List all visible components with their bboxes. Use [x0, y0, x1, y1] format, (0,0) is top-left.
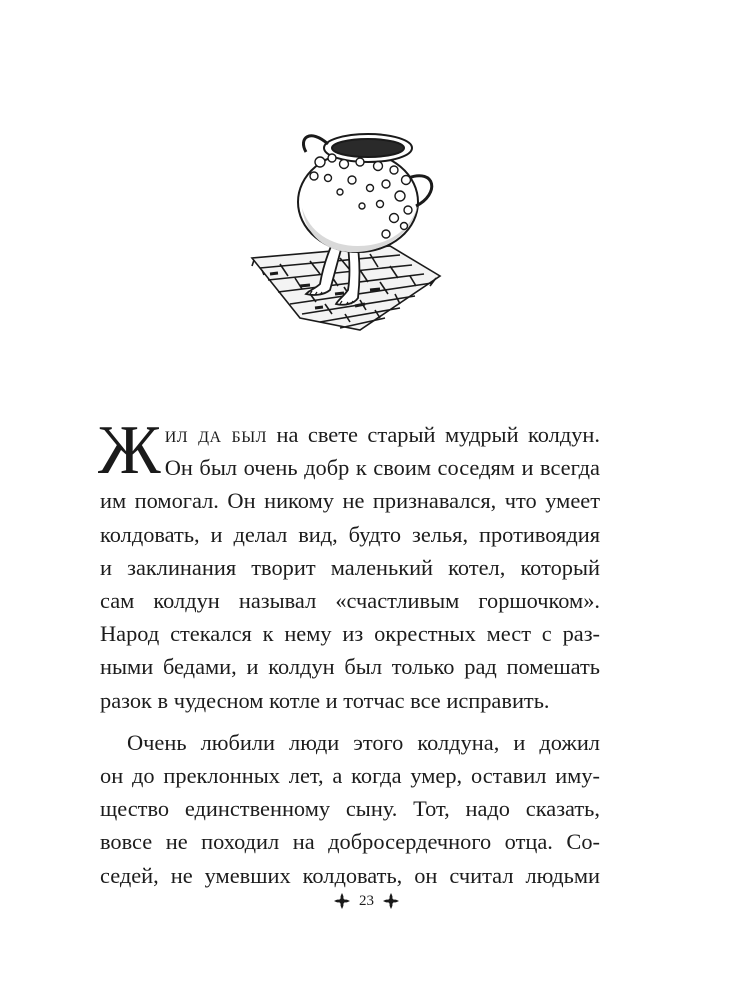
text-line: седей, не умевших колдовать, он считал людьми [100, 862, 600, 888]
text-line: и заклинания творит маленький котел, который [100, 554, 600, 580]
walking-cauldron-illustration [240, 118, 490, 343]
page-footer [0, 892, 733, 910]
drop-cap: Ж [98, 412, 161, 489]
text-line: разок в чудесном котле и тотчас все исправить. [100, 687, 550, 713]
first-line-lead: ил да был [164, 422, 268, 447]
text-line: Очень любили люди этого колдуна, и дожил [127, 729, 600, 755]
first-line-tail: на свете старый мудрый колдун. [267, 422, 601, 447]
text-line: вовсе не походил на добросердечного отца. Со- [100, 829, 600, 855]
floral-ornament-icon [382, 892, 400, 910]
paragraph-1 [98, 412, 601, 717]
brick-floor [252, 246, 440, 330]
cauldron-body [298, 134, 432, 252]
text-line: он до преклонных лет, а когда умер, оставил иму- [100, 763, 600, 789]
text-line: щество единственному сыну. Тот, надо сказать, [100, 796, 600, 822]
text-line: Он был очень добр к своим соседям и всегда [164, 455, 600, 481]
text-line: сам колдун называл «счастливым горшочком». [100, 588, 600, 614]
text-line: колдовать, и делал вид, будто зелья, противоядия [100, 521, 600, 547]
floral-ornament-icon [333, 892, 351, 910]
story-text [98, 412, 601, 892]
text-line: ными бедами, и колдун был только рад помешать [100, 654, 600, 680]
text-line: Народ стекался к нему из окрестных мест с раз- [100, 621, 600, 647]
paragraph-2 [100, 726, 600, 892]
text-line: им помогал. Он никому не признавался, что умеет [100, 488, 600, 514]
page-number: 23 [359, 892, 374, 909]
